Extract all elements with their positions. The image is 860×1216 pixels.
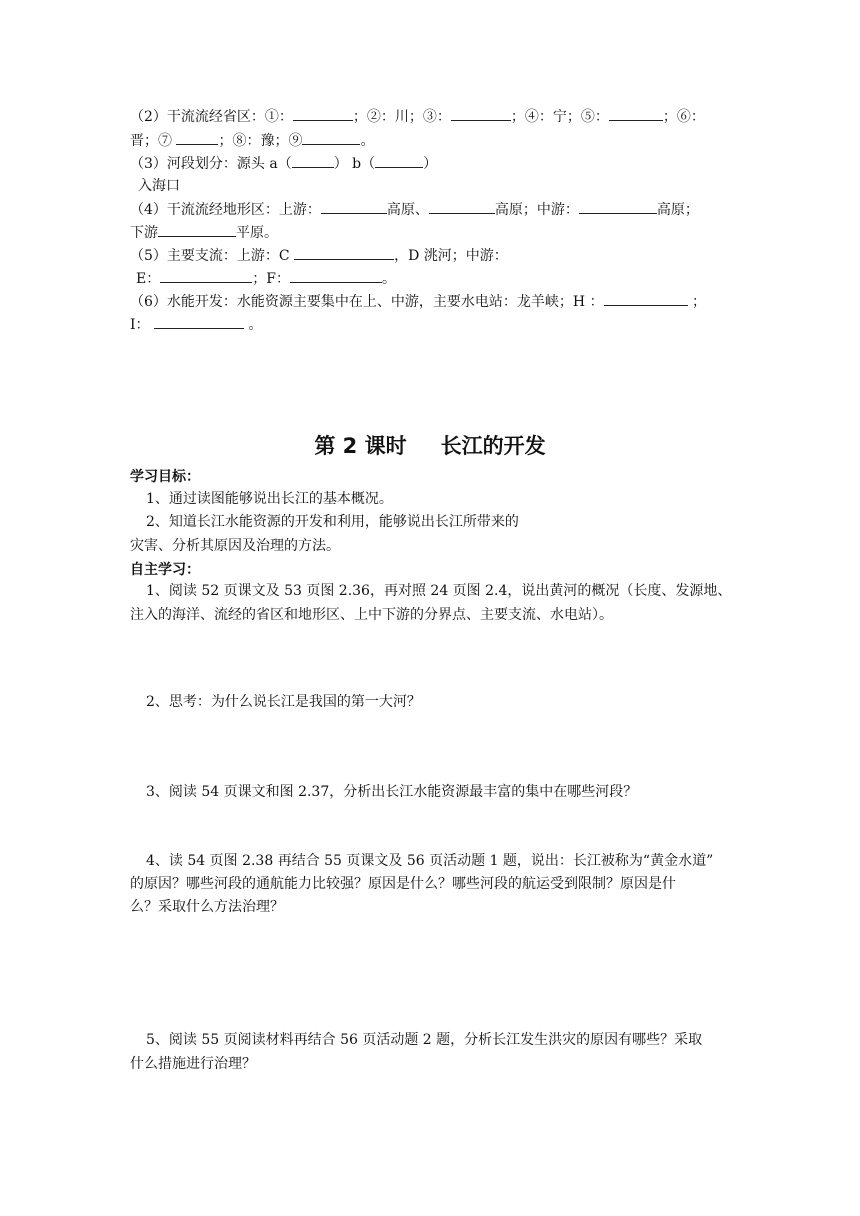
text: 平原。 [236,225,278,241]
text: （5）主要支流：上游：C [130,248,295,264]
goal-1: 1、通过读图能够说出长江的基本概况。 [146,491,393,507]
question-1: 1、阅读 52 页课文及 53 页图 2.36，再对照 24 页图 2.4，说出黄河的概况（长度、发源地、 [146,583,732,599]
question-3: 3、阅读 54 页课文和图 2.37，分析出长江水能资源最丰富的集中在哪些河段？ [146,784,638,800]
q-tributaries-line [130,246,508,265]
text: ，D 洮河；中游： [394,248,508,264]
lesson-title [0,430,860,460]
q-provinces-line-2 [130,131,374,150]
blank-9[interactable] [302,131,360,145]
blank-e[interactable] [160,269,252,283]
blank-7[interactable] [176,131,218,145]
text: E： [136,271,161,287]
text: 高原；中游： [494,202,579,218]
q-provinces-line [130,107,705,126]
text: 高原、 [386,202,429,218]
text: （2）干流流经省区：①： [130,109,293,125]
q-tributaries-line-2 [136,269,396,288]
blank-upper-1[interactable] [321,200,387,214]
text: ） [423,156,438,172]
goal-2-cont: 灾害、分析其原因及治理的方法。 [130,538,340,554]
goal-2: 2、知道长江水能资源的开发和利用，能够说出长江所带来的 [146,514,519,530]
text: 。 [243,317,263,333]
text: 高原； [656,202,699,218]
text: ；⑧：豫；⑨ [218,133,303,149]
question-4: 4、读 54 页图 2.38 再结合 55 页课文及 56 页活动题 1 题，说出：长江被称为“黄金水道” [146,853,714,869]
text: ；⑥： [662,109,705,125]
blank-lower[interactable] [158,223,236,237]
text: （6）水能开发：水能资源主要集中在上、中游，主要水电站：龙羊峡；H ： [130,294,604,310]
blank-middle[interactable] [579,200,657,214]
text: 晋；⑦ [130,133,177,149]
blank-upper-2[interactable] [429,200,495,214]
q-terrain-line [130,200,699,219]
goals-heading: 学习目标： [130,469,200,485]
blank-3[interactable] [451,107,511,121]
title-lesson-number: 第 2 课时 [314,434,407,458]
blank-h[interactable] [604,292,688,306]
text: ； [687,294,707,310]
question-4-cont: 的原因？哪些河段的通航能力比较强？原因是什么？哪些河段的航运受到限制？原因是什 [130,876,676,892]
text: ；F： [252,271,290,287]
text: 下游 [130,225,158,241]
question-5: 5、阅读 55 页阅读材料再结合 56 页活动题 2 题，分析长江发生洪灾的原因有哪些？采取 [146,1032,703,1048]
q-terrain-line-2 [130,223,278,242]
text: ；④：宁；⑤： [510,109,609,125]
blank-a[interactable] [292,154,334,168]
blank-c[interactable] [294,246,394,260]
question-2: 2、思考：为什么说长江是我国的第一大河？ [146,694,421,710]
q-hydro-line-2 [130,315,262,334]
text: （3）河段划分：源头 a（ [130,156,292,172]
text: 。 [360,133,375,149]
sea-mouth-label: 入海口 [138,178,180,194]
q-hydro-line [130,292,706,311]
blank-f[interactable] [290,269,382,283]
selfstudy-heading: 自主学习： [130,562,200,578]
blank-5[interactable] [609,107,663,121]
question-5-cont: 什么措施进行治理？ [130,1056,256,1072]
text: 。 [381,271,396,287]
blank-b[interactable] [375,154,423,168]
text: （4）干流流经地形区：上游： [130,202,321,218]
text: ） b（ [333,156,376,172]
blank-1[interactable] [293,107,353,121]
text: I： [130,317,154,333]
title-lesson-name: 长江的开发 [440,434,546,458]
q-segments-line [130,154,437,173]
question-4-cont-2: 么？采取什么方法治理？ [130,899,284,915]
question-1-cont: 注入的海洋、流经的省区和地形区、上中下游的分界点、主要支流、水电站）。 [130,607,613,623]
blank-i[interactable] [154,315,244,329]
text: ；②：川；③： [352,109,451,125]
